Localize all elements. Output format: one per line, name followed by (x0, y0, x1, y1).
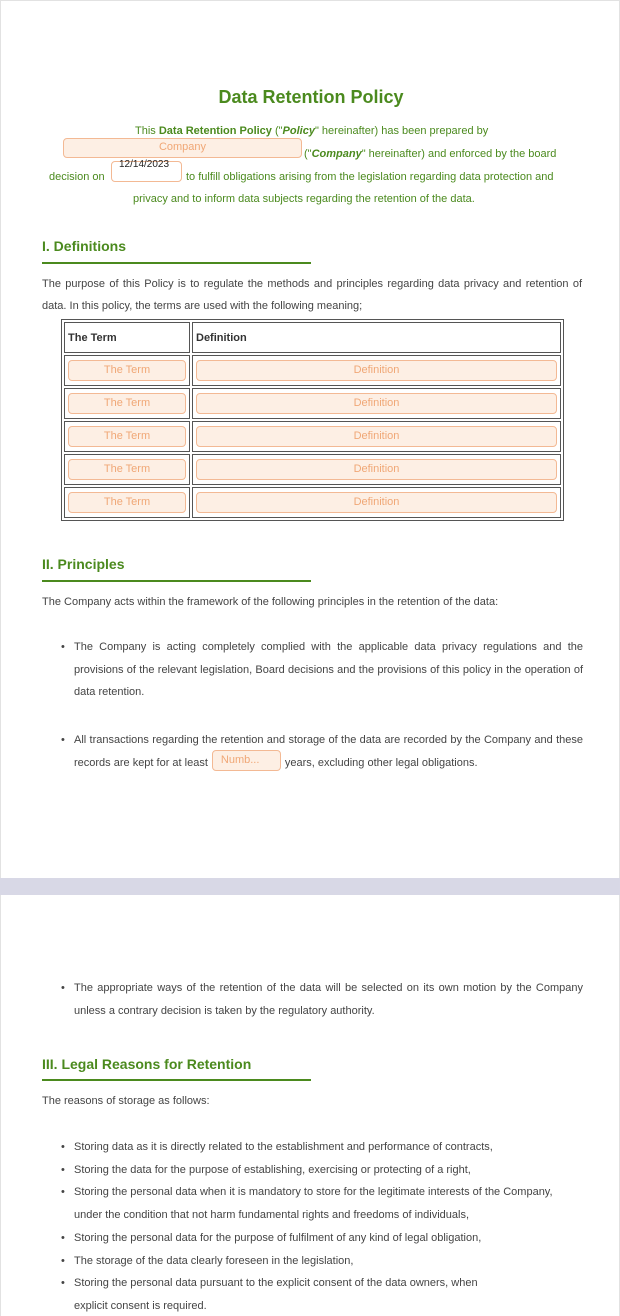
principle-text (74, 729, 583, 774)
definition-input[interactable]: Definition (196, 393, 557, 414)
term-cell (64, 487, 190, 518)
list-item: • Storing data as it is directly related to the establishment and performance of contracts, (61, 1136, 583, 1159)
intro-text: " hereinafter) and enforced by the board (361, 148, 557, 160)
document-title: Data Retention Policy (218, 87, 404, 107)
list-item: • Storing the personal data for the purpose of fulfilment of any kind of legal obligation, (61, 1227, 583, 1250)
principle-bullet-2 (61, 729, 583, 774)
intro-line-3-lead: decision on (49, 171, 105, 183)
principles-heading: II. Principles (42, 556, 125, 572)
list-item: • The storage of the data clearly foreseen in the legislation, (61, 1250, 583, 1273)
company-name-input[interactable]: Company (63, 138, 302, 158)
definition-cell (192, 487, 561, 518)
intro-policy-alias: Policy (282, 125, 315, 137)
list-item: • Storing the data for the purpose of establishing, exercising or protecting of a right, (61, 1159, 583, 1182)
bullet-glyph: • (61, 734, 65, 746)
term-input[interactable]: The Term (68, 459, 186, 480)
retention-years-input[interactable]: Numb... (212, 750, 281, 771)
page-separator (0, 878, 620, 895)
list-item: • Storing the personal data when it is mandatory to store for the legitimate interests of the Company, under the condition that not harm fundamental rights and freedoms of individuals, (61, 1181, 583, 1226)
board-decision-date-value: 12/14/2023 (119, 159, 170, 170)
column-header-term: The Term (64, 322, 190, 353)
intro-text: (" (304, 148, 312, 160)
intro-company-alias: Company (311, 148, 362, 160)
term-input[interactable]: The Term (68, 426, 186, 447)
intro-text: This (135, 125, 159, 137)
legal-reasons-list (61, 1136, 583, 1316)
principles-paragraph: The Company acts within the framework of the following principles in the retention of the data: (42, 596, 499, 608)
term-input[interactable]: The Term (68, 492, 186, 513)
principle-text: The Company is acting completely complied with the applicable data privacy regulations and the provisions of the relevant legislation, Board decisions and the provisions of this policy in the operation of data retention. (74, 641, 583, 698)
intro-line-2 (304, 148, 556, 160)
definition-cell (192, 355, 561, 386)
bullet-glyph: • (61, 641, 65, 653)
principles-underline (42, 580, 311, 582)
definitions-table (61, 319, 564, 521)
document-page-2 (0, 895, 620, 1316)
table-row (64, 421, 561, 452)
principle-text-tail: years, excluding other legal obligations. (284, 756, 478, 769)
intro-line-1 (135, 125, 488, 137)
principle-text-lead: All transactions regarding the retention and storage of the data are recorded by the Company and these records are kept for at least (74, 734, 583, 769)
intro-line-3-rest: to fulfill obligations arising from the legislation regarding data protection and (186, 171, 554, 183)
principle-bullet-1 (61, 636, 583, 704)
intro-text: " hereinafter) has been prepared by (314, 125, 489, 137)
definition-cell (192, 421, 561, 452)
principle-text: The appropriate ways of the retention of the data will be selected on its own motion by the Company unless a contrary decision is taken by the regulatory authority. (74, 982, 583, 1017)
legal-reasons-underline (42, 1079, 311, 1081)
intro-line-4: privacy and to inform data subjects regarding the retention of the data. (133, 193, 475, 205)
term-input[interactable]: The Term (68, 393, 186, 414)
definition-input[interactable]: Definition (196, 360, 557, 381)
table-row (64, 487, 561, 518)
definition-input[interactable]: Definition (196, 492, 557, 513)
column-header-definition: Definition (192, 322, 561, 353)
definitions-underline (42, 262, 311, 264)
definition-cell (192, 454, 561, 485)
table-header-row (64, 322, 561, 353)
definition-input[interactable]: Definition (196, 426, 557, 447)
definition-input[interactable]: Definition (196, 459, 557, 480)
term-cell (64, 454, 190, 485)
definitions-heading: I. Definitions (42, 238, 126, 254)
bullet-glyph: • (61, 982, 65, 994)
table-row (64, 388, 561, 419)
definitions-paragraph: The purpose of this Policy is to regulate the methods and principles regarding data privacy and retention of data. In this policy, the terms are used with the following meaning; (42, 278, 582, 312)
table-row (64, 355, 561, 386)
legal-reasons-paragraph: The reasons of storage as follows: (42, 1095, 210, 1107)
term-cell (64, 388, 190, 419)
list-item: • Storing the personal data pursuant to the explicit consent of the data owners, when explicit consent is required. (61, 1272, 583, 1316)
term-cell (64, 355, 190, 386)
table-row (64, 454, 561, 485)
legal-reasons-heading: III. Legal Reasons for Retention (42, 1056, 252, 1072)
intro-text: (" (271, 125, 283, 137)
principle-bullet-3 (61, 977, 583, 1022)
definition-cell (192, 388, 561, 419)
term-cell (64, 421, 190, 452)
intro-policy-name: Data Retention Policy (158, 125, 272, 137)
term-input[interactable]: The Term (68, 360, 186, 381)
